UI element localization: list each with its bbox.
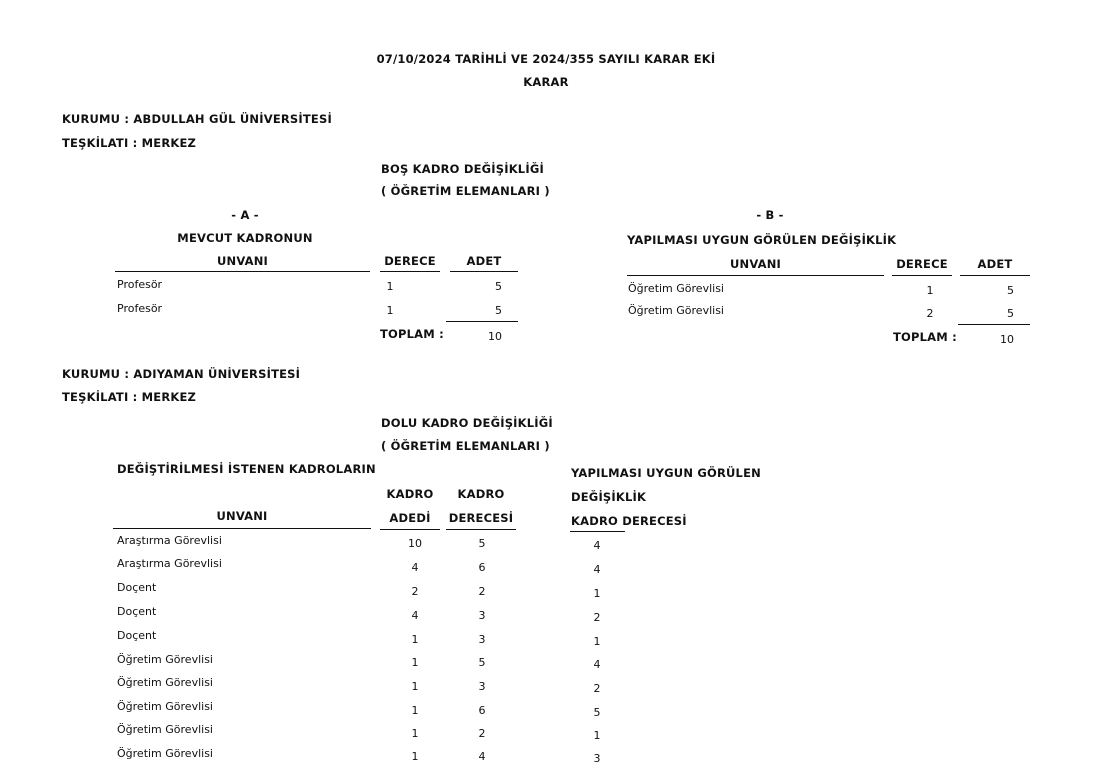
table-row-unvan: Öğretim Görevlisi bbox=[117, 723, 213, 736]
sum-underline bbox=[958, 324, 1030, 325]
table-row-derecesi: 3 bbox=[478, 633, 486, 646]
table-row-unvan: Araştırma Görevlisi bbox=[117, 534, 222, 547]
column-header-adet: ADET bbox=[977, 257, 1013, 271]
part-b-title: YAPILMASI UYGUN GÖRÜLEN DEĞİŞİKLİK bbox=[627, 233, 897, 247]
table-row-derece: 1 bbox=[926, 284, 934, 297]
table-row-adedi: 2 bbox=[411, 585, 419, 598]
table-row-yeni-derece: 4 bbox=[593, 658, 601, 671]
table-row-yeni-derece: 2 bbox=[593, 611, 601, 624]
right-table-title: DEĞİŞİKLİK bbox=[571, 490, 647, 504]
table-row-derecesi: 3 bbox=[478, 680, 486, 693]
table-row-unvan: Öğretim Görevlisi bbox=[117, 676, 213, 689]
table-row-adedi: 1 bbox=[411, 680, 419, 693]
table-row-derecesi: 6 bbox=[478, 704, 486, 717]
table-row-adedi: 4 bbox=[411, 609, 419, 622]
table-row-adet: 5 bbox=[1007, 284, 1014, 297]
table-row-unvan: Öğretim Görevlisi bbox=[117, 700, 213, 713]
header-underline bbox=[380, 529, 440, 530]
table-row-derece: 2 bbox=[926, 307, 934, 320]
table-row-unvan: Doçent bbox=[117, 581, 157, 594]
header-underline bbox=[892, 275, 952, 276]
header-underline bbox=[450, 271, 518, 272]
table-row-yeni-derece: 5 bbox=[593, 706, 601, 719]
table-row-yeni-derece: 2 bbox=[593, 682, 601, 695]
header-underline bbox=[960, 275, 1030, 276]
left-table-title: DEĞİŞTİRİLMESİ İSTENEN KADROLARIN bbox=[117, 462, 376, 476]
table-row-derecesi: 6 bbox=[478, 561, 486, 574]
table-row-adet: 5 bbox=[495, 304, 502, 317]
total-value: 10 bbox=[488, 330, 502, 343]
table-row-unvan: Profesör bbox=[117, 278, 163, 291]
table-row-yeni-derece: 1 bbox=[593, 635, 601, 648]
document-title: 07/10/2024 TARİHLİ VE 2024/355 SAYILI KARAR EKİ bbox=[376, 52, 716, 66]
column-header-derece: DERECE bbox=[896, 257, 948, 271]
header-underline bbox=[446, 529, 516, 530]
kurum-label: KURUMU : ADIYAMAN ÜNİVERSİTESİ bbox=[62, 367, 301, 381]
right-table-title: KADRO DERECESİ bbox=[571, 514, 687, 528]
teskilat-label: TEŞKİLATI : MERKEZ bbox=[62, 136, 197, 150]
table-row-derece: 1 bbox=[386, 280, 394, 293]
total-label: TOPLAM : bbox=[380, 327, 444, 341]
table-row-unvan: Doçent bbox=[117, 605, 157, 618]
table-row-yeni-derece: 1 bbox=[593, 729, 601, 742]
section-heading: DOLU KADRO DEĞİŞİKLİĞİ bbox=[381, 416, 553, 430]
table-row-adedi: 1 bbox=[411, 656, 419, 669]
table-row-adedi: 4 bbox=[411, 561, 419, 574]
part-a-title: MEVCUT KADRONUN bbox=[177, 231, 313, 245]
table-row-adet: 5 bbox=[495, 280, 502, 293]
document-subtitle: KARAR bbox=[523, 75, 569, 89]
table-row-adedi: 1 bbox=[411, 727, 419, 740]
table-row-derecesi: 2 bbox=[478, 585, 486, 598]
column-header-unvani: UNVANI bbox=[216, 254, 269, 268]
header-underline bbox=[627, 275, 884, 276]
table-row-unvan: Araştırma Görevlisi bbox=[117, 557, 222, 570]
table-row-adedi: 10 bbox=[408, 537, 422, 550]
header-underline bbox=[113, 528, 371, 529]
column-header-derecesi: DERECESİ bbox=[448, 511, 514, 525]
table-row-unvan: Öğretim Görevlisi bbox=[628, 282, 724, 295]
column-header-adet: ADET bbox=[466, 254, 502, 268]
right-table-title: YAPILMASI UYGUN GÖRÜLEN bbox=[571, 466, 761, 480]
part-b-label: - B - bbox=[756, 208, 784, 222]
table-row-adedi: 1 bbox=[411, 750, 419, 763]
table-row-yeni-derece: 1 bbox=[593, 587, 601, 600]
table-row-unvan: Öğretim Görevlisi bbox=[117, 747, 213, 760]
total-label: TOPLAM : bbox=[893, 330, 957, 344]
header-underline bbox=[115, 271, 370, 272]
table-row-unvan: Profesör bbox=[117, 302, 163, 315]
table-row-derecesi: 4 bbox=[478, 750, 486, 763]
table-row-adedi: 1 bbox=[411, 633, 419, 646]
table-row-derecesi: 5 bbox=[478, 656, 486, 669]
table-row-derece: 1 bbox=[386, 304, 394, 317]
table-row-adedi: 1 bbox=[411, 704, 419, 717]
kurum-label: KURUMU : ABDULLAH GÜL ÜNİVERSİTESİ bbox=[62, 112, 332, 126]
column-header-adedi: ADEDİ bbox=[389, 511, 431, 525]
table-row-yeni-derece: 4 bbox=[593, 563, 601, 576]
section-subheading: ( ÖĞRETİM ELEMANLARI ) bbox=[381, 439, 550, 453]
table-row-adet: 5 bbox=[1007, 307, 1014, 320]
table-row-unvan: Öğretim Görevlisi bbox=[117, 653, 213, 666]
column-header-unvani: UNVANI bbox=[729, 257, 782, 271]
teskilat-label: TEŞKİLATI : MERKEZ bbox=[62, 390, 197, 404]
table-row-yeni-derece: 3 bbox=[593, 752, 601, 765]
header-underline bbox=[570, 531, 625, 532]
section-subheading: ( ÖĞRETİM ELEMANLARI ) bbox=[381, 184, 550, 198]
table-row-derecesi: 3 bbox=[478, 609, 486, 622]
column-header-kadro: KADRO bbox=[457, 487, 505, 501]
header-underline bbox=[380, 271, 440, 272]
column-header-kadro: KADRO bbox=[386, 487, 434, 501]
total-value: 10 bbox=[1000, 333, 1014, 346]
section-heading: BOŞ KADRO DEĞİŞİKLİĞİ bbox=[381, 162, 544, 176]
column-header-derece: DERECE bbox=[384, 254, 436, 268]
sum-underline bbox=[446, 321, 518, 322]
table-row-unvan: Öğretim Görevlisi bbox=[628, 304, 724, 317]
table-row-yeni-derece: 4 bbox=[593, 539, 601, 552]
table-row-unvan: Doçent bbox=[117, 629, 157, 642]
table-row-derecesi: 5 bbox=[478, 537, 486, 550]
column-header-unvani: UNVANI bbox=[216, 509, 268, 523]
table-row-derecesi: 2 bbox=[478, 727, 486, 740]
part-a-label: - A - bbox=[231, 208, 259, 222]
